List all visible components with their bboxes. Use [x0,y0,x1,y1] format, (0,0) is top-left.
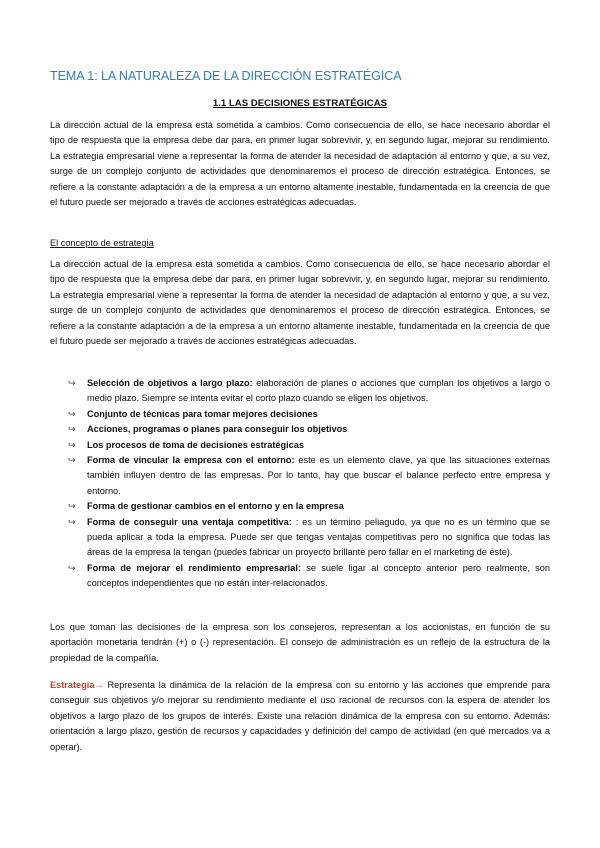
right-arrow-icon: → [94,680,104,690]
bullet-arrow-icon: ↪ [68,378,76,388]
list-item-term: Forma de mejorar el rendimiento empresarial: [87,562,301,573]
list-item-text: este es un elemento clave, ya que las situaciones externas también influyen dentro de las empresas. Por lo tanto, hay que buscar el balance perfecto entre empresa y entorno. [87,455,551,496]
list-item-text: : es un término peliagudo, ya que no es un término que se pueda aplicar a toda la empresa. Puede ser que tengas ventajas competitivas pero no significa que todas las áreas de la empresa la tengan (puedes fabricar un proyecto brillante pero fallar en el marketing de éste). [87,516,550,558]
section-subtitle: 1.1 LAS DECISIONES ESTRATÉGICAS [212,98,388,109]
bullet-arrow-icon: ↪ [68,501,76,512]
bullet-arrow-icon: ↪ [68,455,76,466]
intro-paragraph: La dirección actual de la empresa está sometida a cambios. Como consecuencia de ello, se hace necesario abordar el tipo de respuesta que la empresa debe dar para, en primer lugar sobrevivir, y, en segundo lugar, mejorar su rendimiento. La estrategia empresarial viene a representar la forma de atender la necesidad de adaptación al entorno y que, a su vez, surge de un complejo conjunto de actividades que denominaremos el proceso de dirección estratégica. Entonces, se refiere a la constante adaptación a de la empresa a un entorno altamente inestable, fundamentada en la creencia de que el futuro puede ser mejorado a través de acciones estratégicas adecuadas. [50,120,550,208]
concept-paragraph: La dirección actual de la empresa está sometida a cambios. Como consecuencia de ello, se hace necesario abordar el tipo de respuesta que la empresa debe dar para, en primer lugar sobrevivir, y, en segundo lugar, mejorar su rendimiento. La estrategia empresarial viene a representar la forma de atender la necesidad de adaptación al entorno y que, a su vez, surge de un complejo conjunto de actividades que denominaremos el proceso de dirección estratégica. Entonces, se refiere a la constante adaptación a de la empresa a un entorno altamente inestable, fundamentada en la creencia de que el futuro puede ser mejorado a través de acciones estratégicas adecuadas. [50,259,550,347]
list-item-term: Forma de conseguir una ventaja competitiva: [87,516,292,527]
strategy-definition-paragraph [50,678,550,755]
bullet-list [68,376,550,592]
list-item-term: Forma de vincular la empresa con el entorno: [87,455,295,466]
strategy-definition-text: Representa la dinámica de la relación de la empresa con su entorno y las acciones que emprende para conseguir sus objetivos y/o mejorar su rendimiento mediante el uso racional de recursos con la espera de atender los objetivos a largo plazo de los grupos de interés. Existe una relación dinámica de la empresa con su entorno. Además: orientación a largo plazo, gestión de recursos y capacidades y definición del campo de actividad (en qué mercados va a operar). [50,680,550,752]
list-item [68,438,550,453]
list-item-text: se suele ligar al concepto anterior pero realmente, son conceptos independientes que no están inter-relacionados. [87,562,550,589]
list-item [68,407,550,422]
list-item-term: Forma de gestionar cambios en el entorno y en la empresa [87,501,344,512]
list-item [68,453,550,499]
strategy-term: Estrategia [50,680,95,690]
bullet-arrow-icon: ↪ [68,516,76,527]
list-item [68,499,550,514]
list-item-term: Los procesos de toma de decisiones estratégicas [87,439,305,450]
bullet-arrow-icon: ↪ [68,562,76,573]
governance-paragraph: Los que toman las decisiones de la empresa son los consejeros, representan a los accionistas, en función de su aportación monetaria tendrán (+) o (-) representación. El consejo de administración es un reflejo de la estructura de la propiedad de la compañía. [50,622,550,663]
list-item [68,422,550,437]
list-item [68,561,550,592]
bullet-arrow-icon: ↪ [68,408,76,419]
section-heading: El concepto de estrategia [50,238,154,248]
list-item [68,376,550,407]
bullet-arrow-icon: ↪ [68,439,76,450]
list-item-term: Acciones, programas o planes para conseguir los objetivos [87,424,348,435]
list-item-term: Conjunto de técnicas para tomar mejores decisiones [87,408,318,419]
list-item-text: elaboración de planes o acciones que cumplan los objetivos a largo o medio plazo. Siempre se intenta evitar el corto plazo cuando se eligen los objetivos. [87,378,550,404]
list-item-term: Selección de objetivos a largo plazo: [87,378,253,388]
page-title: TEMA 1: LA NATURALEZA DE LA DIRECCIÓN ESTRATÉGICA [50,69,402,83]
list-item [68,515,550,561]
bullet-arrow-icon: ↪ [68,424,76,435]
